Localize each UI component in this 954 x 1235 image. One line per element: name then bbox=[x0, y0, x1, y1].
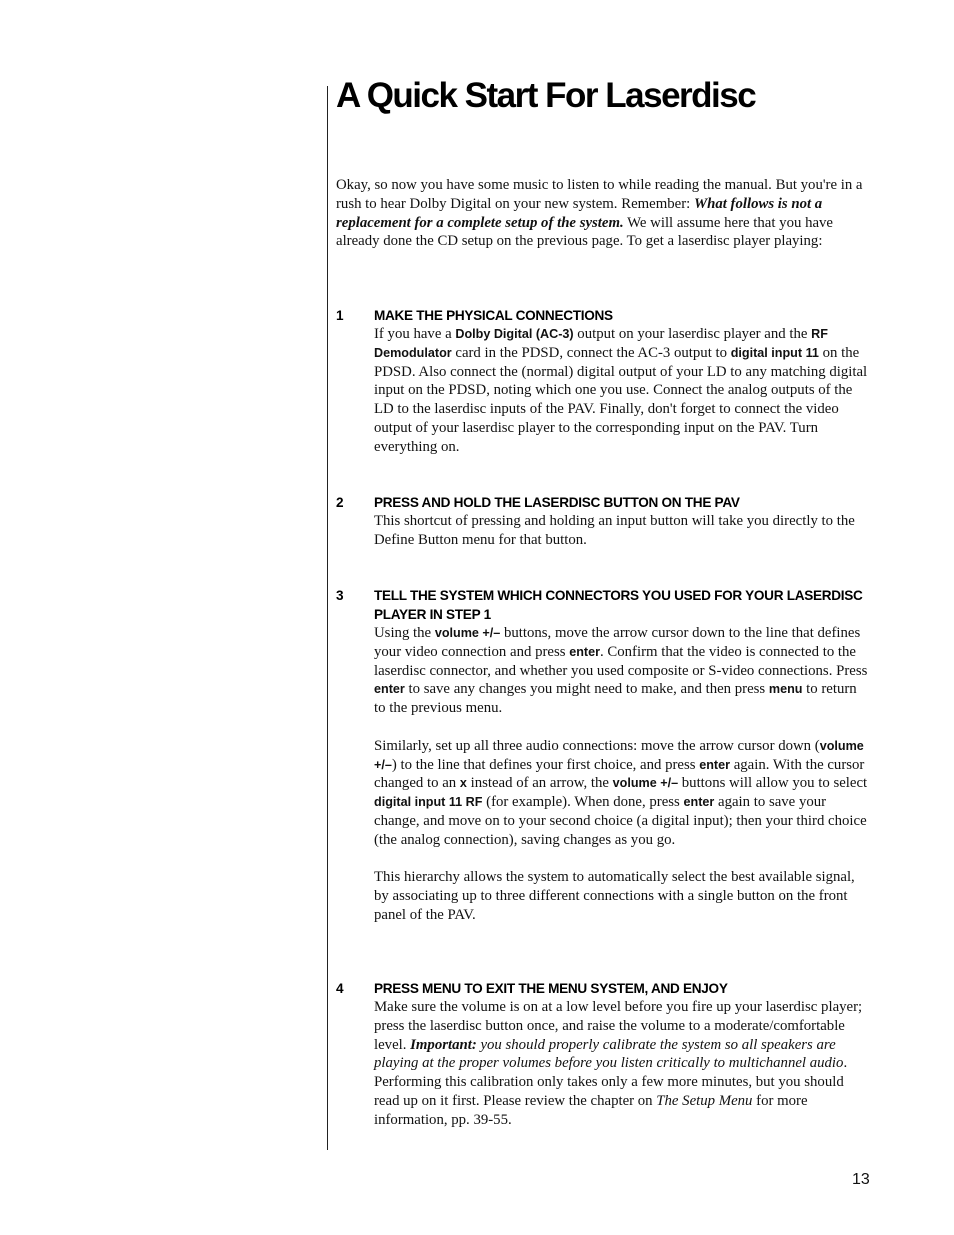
step-1-body bbox=[336, 325, 870, 457]
step-1 bbox=[336, 306, 870, 457]
step-4-number: 4 bbox=[336, 981, 344, 996]
step-4 bbox=[336, 979, 870, 1130]
step-2-heading-text: PRESS AND HOLD THE LASERDISC BUTTON ON THE PAV bbox=[374, 495, 740, 510]
step-3-heading-text: TELL THE SYSTEM WHICH CONNECTORS YOU USED FOR YOUR LASERDISC PLAYER IN STEP 1 bbox=[374, 588, 863, 622]
step-2-number: 2 bbox=[336, 495, 344, 510]
intro-paragraph bbox=[336, 176, 869, 251]
step-1-paragraph: If you have a Dolby Digital (AC-3) output on your laserdisc player and the RF Demodulator card in the PDSD, connect the AC-3 output to digital input 11 on the PDSD. Also connect the (normal) digital output of your LD to any matching digital input on the PDSD, noting which one you use. Connect the analog outputs of the LD to the laserdisc inputs of the PAV. Finally, don't forget to connect the video output of your laserdisc player to the corresponding input on the PAV. Turn everything on. bbox=[374, 326, 868, 455]
step-1-heading bbox=[336, 306, 870, 325]
step-3-paragraph-2: Similarly, set up all three audio connections: move the arrow cursor down (volume +/–) to the line that defines your first choice, and press enter again. With the cursor changed to an x instead of an arrow, the volume +/– buttons will allow you to select digital input 11 RF (for example). When done, press enter again to save your change, and move on to your second choice (a digital input); then your third choice (the analog connection), saving changes as you go. bbox=[374, 737, 868, 848]
step-3 bbox=[336, 586, 870, 925]
step-1-heading-text: MAKE THE PHYSICAL CONNECTIONS bbox=[374, 308, 613, 323]
step-1-number: 1 bbox=[336, 308, 344, 323]
step-4-heading-text: PRESS MENU TO EXIT THE MENU SYSTEM, AND ENJOY bbox=[374, 981, 728, 996]
step-3-body bbox=[336, 624, 870, 925]
step-2-paragraph: This shortcut of pressing and holding an input button will take you directly to the Define Button menu for that button. bbox=[374, 513, 855, 548]
step-2-heading bbox=[336, 493, 870, 512]
step-3-heading bbox=[336, 586, 870, 624]
step-3-paragraph-3: This hierarchy allows the system to automatically select the best available signal, by associating up to three different connections with a single button on the front panel of the PAV. bbox=[374, 869, 855, 923]
page-title: A Quick Start For Laserdisc bbox=[336, 76, 756, 115]
intro-text-1: Okay, so now you have some music to listen to while reading the manual. But you're in a rush to hear Dolby Digital on your new system. Remember: bbox=[336, 177, 863, 212]
step-4-body bbox=[336, 998, 870, 1130]
step-2-body bbox=[336, 512, 870, 550]
intro-text-2: We will assume here that you have already done the CD setup on the previous page. To get a laserdisc player playing: bbox=[336, 214, 834, 250]
intro-emphasis: What follows is not a replacement for a complete setup of the system. bbox=[336, 195, 823, 231]
step-2 bbox=[336, 493, 870, 550]
step-4-paragraph: Make sure the volume is on at a low level before you fire up your laserdisc player; press the laserdisc button once, and raise the volume to a moderate/comfortable level. Important: you should properly calibrate the system so all speakers are playing at the proper volumes before you listen critically to multichannel audio. Performing this calibration only takes only a few more minutes, but you should read up on it first. Please review the chapter on The Setup Menu for more information, pp. 39-55. bbox=[374, 999, 863, 1128]
step-3-paragraph-1: Using the volume +/– buttons, move the arrow cursor down to the line that defines your video connection and press enter. Confirm that the video is connected to the laserdisc connector, and whether you used composite or S-video connections. Press enter to save any changes you might need to make, and then press menu to return to the previous menu. bbox=[374, 625, 868, 717]
margin-rule bbox=[327, 86, 328, 1150]
step-4-heading bbox=[336, 979, 870, 998]
step-3-number: 3 bbox=[336, 588, 344, 603]
page-number: 13 bbox=[852, 1171, 870, 1188]
